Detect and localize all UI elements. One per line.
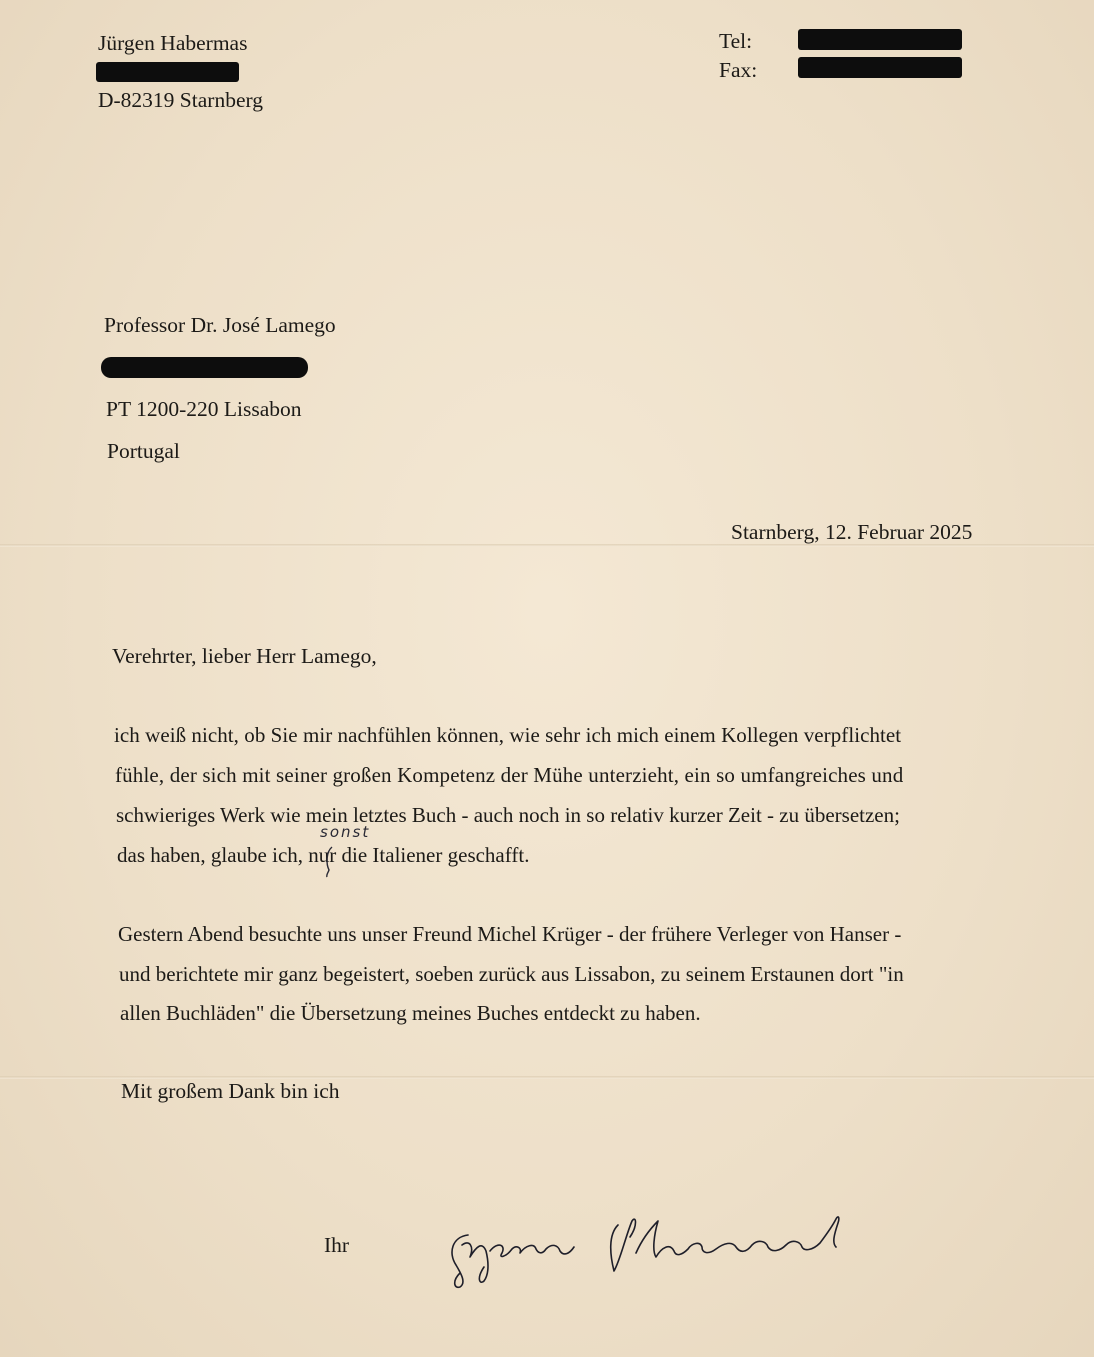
- sender-name: Jürgen Habermas: [98, 31, 248, 55]
- paragraph2-line: allen Buchläden" die Übersetzung meines Buches entdeckt zu haben.: [120, 1001, 701, 1025]
- recipient-city: PT 1200-220 Lissabon: [106, 397, 302, 421]
- date-line: Starnberg, 12. Februar 2025: [731, 520, 973, 544]
- redacted-recipient-street: [101, 357, 308, 378]
- paragraph2-line: und berichtete mir ganz begeistert, soeben zurück aus Lissabon, zu seinem Erstaunen dort "in: [119, 962, 904, 986]
- paragraph1-line: ich weiß nicht, ob Sie mir nachfühlen können, wie sehr ich mich einem Kollegen verpflichtet: [114, 723, 902, 747]
- paragraph1-line: schwieriges Werk wie mein letztes Buch - auch noch in so relativ kurzer Zeit - zu übersetzen;: [116, 803, 900, 827]
- recipient-country: Portugal: [107, 439, 180, 463]
- redacted-fax-number: [798, 57, 962, 78]
- paragraph1-line: das haben, glaube ich, nur die Italiener geschafft.: [117, 843, 530, 867]
- recipient-name: Professor Dr. José Lamego: [104, 313, 336, 337]
- paragraph1-line: fühle, der sich mit seiner großen Kompetenz der Mühe unterzieht, ein so umfangreiches und: [115, 763, 904, 787]
- handwritten-insert: sonst: [320, 823, 371, 841]
- redacted-sender-street: [96, 62, 239, 82]
- signature-scribble: [440, 1195, 870, 1305]
- closing-line: Mit großem Dank bin ich: [121, 1079, 340, 1103]
- sender-city: D-82319 Starnberg: [98, 88, 264, 112]
- paragraph2-line: Gestern Abend besuchte uns unser Freund Michel Krüger - der frühere Verleger von Hanser -: [118, 922, 902, 946]
- tel-label: Tel:: [719, 29, 753, 53]
- redacted-tel-number: [798, 29, 962, 50]
- sign-prefix: Ihr: [324, 1233, 350, 1257]
- salutation: Verehrter, lieber Herr Lamego,: [112, 644, 377, 668]
- fax-label: Fax:: [719, 58, 758, 82]
- insertion-caret-mark: [320, 844, 340, 878]
- paper-fold-upper: [0, 544, 1094, 547]
